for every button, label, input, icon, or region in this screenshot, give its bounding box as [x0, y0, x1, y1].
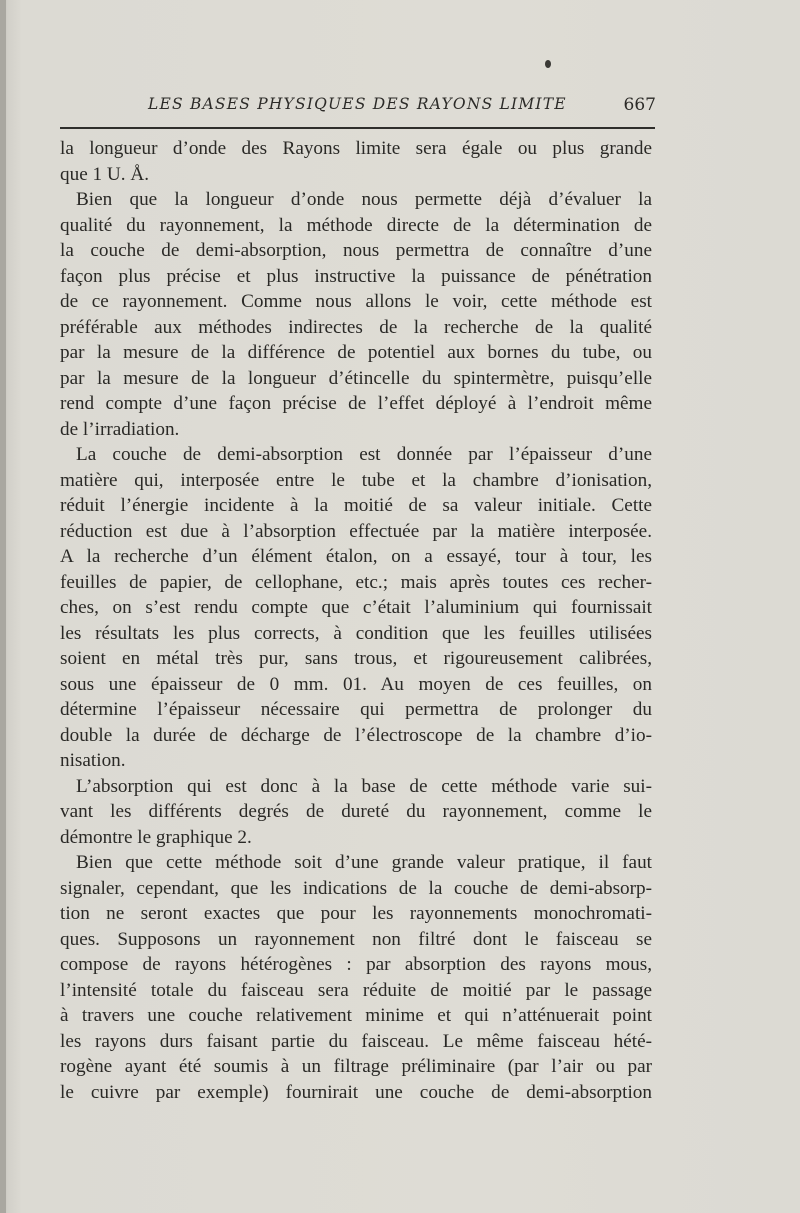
- text-line: démontre le graphique 2.: [60, 826, 252, 848]
- text-line: vant les différents degrés de dureté du rayonnement, comme le: [60, 801, 652, 822]
- text-line: nisation.: [60, 750, 126, 771]
- text-line: soient en métal très pur, sans trous, et rigoureusement calibrées,: [60, 648, 652, 669]
- text-line: sous une épaisseur de 0 mm. 01. Au moyen de ces feuilles, on: [60, 673, 652, 695]
- text-line: La couche de demi-absorption est donnée par l’épaisseur d’une: [76, 444, 652, 465]
- ink-speck: [545, 60, 551, 68]
- text-line: Bien que cette méthode soit d’une grande valeur pratique, il faut: [76, 852, 652, 873]
- text-line: façon plus précise et plus instructive la puissance de pénétration: [60, 265, 652, 287]
- text-line: que 1 U. Å.: [60, 163, 149, 185]
- text-line: les rayons durs faisant partie du faisceau. Le même faisceau hété-: [60, 1030, 652, 1052]
- text-line: l’intensité totale du faisceau sera réduite de moitié par le passage: [60, 979, 652, 1001]
- text-line: A la recherche d’un élément étalon, on a essayé, tour à tour, les: [60, 546, 652, 567]
- body-text: [60, 136, 652, 1105]
- text-line: par la mesure de la longueur d’étincelle du spintermètre, puisqu’elle: [60, 367, 652, 389]
- text-line: réduction est due à l’absorption effectuée par la matière interposée.: [60, 520, 652, 542]
- text-line: compose de rayons hétérogènes : par absorption des rayons mous,: [60, 954, 652, 975]
- text-line: double la durée de décharge de l’électroscope de la chambre d’io-: [60, 724, 652, 746]
- text-line: la longueur d’onde des Rayons limite sera égale ou plus grande: [60, 138, 652, 159]
- text-line: la couche de demi-absorption, nous permettra de connaître d’une: [60, 240, 652, 261]
- text-line: de ce rayonnement. Comme nous allons le voir, cette méthode est: [60, 291, 652, 312]
- text-line: L’absorption qui est donc à la base de cette méthode varie sui-: [76, 775, 652, 797]
- text-line: signaler, cependant, que les indications de la couche de demi-absorp-: [60, 877, 652, 899]
- text-line: les résultats les plus corrects, à condition que les feuilles utilisées: [60, 622, 652, 644]
- text-line: préférable aux méthodes indirectes de la recherche de la qualité: [60, 316, 652, 338]
- text-line: feuilles de papier, de cellophane, etc.; mais après toutes ces recher-: [60, 571, 652, 593]
- text-line: qualité du rayonnement, la méthode directe de la détermination de: [60, 214, 652, 236]
- header-rule: [60, 127, 655, 129]
- text-line: ques. Supposons un rayonnement non filtré dont le faisceau se: [60, 928, 652, 950]
- page-number: 667: [623, 95, 656, 115]
- text-line: matière qui, interposée entre le tube et la chambre d’ionisation,: [60, 469, 652, 491]
- text-line: réduit l’énergie incidente à la moitié de sa valeur initiale. Cette: [60, 495, 652, 516]
- text-line: par la mesure de la différence de potentiel aux bornes du tube, ou: [60, 342, 652, 363]
- running-title: LES BASES PHYSIQUES DES RAYONS LIMITE: [148, 95, 567, 113]
- running-header: [60, 95, 656, 119]
- page-binding-edge: [0, 0, 6, 1213]
- text-line: rend compte d’une façon précise de l’effet déployé à l’endroit même: [60, 393, 652, 414]
- text-line: de l’irradiation.: [60, 418, 180, 440]
- text-line: à travers une couche relativement minime et qui n’atténuerait point: [60, 1005, 652, 1026]
- text-line: détermine l’épaisseur nécessaire qui permettra de prolonger du: [60, 699, 652, 720]
- text-line: le cuivre par exemple) fournirait une couche de demi-absorption: [60, 1081, 652, 1103]
- text-line: rogène ayant été soumis à un filtrage préliminaire (par l’air ou par: [60, 1056, 652, 1077]
- text-line: ches, on s’est rendu compte que c’était l’aluminium qui fournissait: [60, 597, 652, 618]
- text-line: tion ne seront exactes que pour les rayonnements monochromati-: [60, 903, 652, 924]
- text-line: Bien que la longueur d’onde nous permette déjà d’évaluer la: [76, 189, 652, 210]
